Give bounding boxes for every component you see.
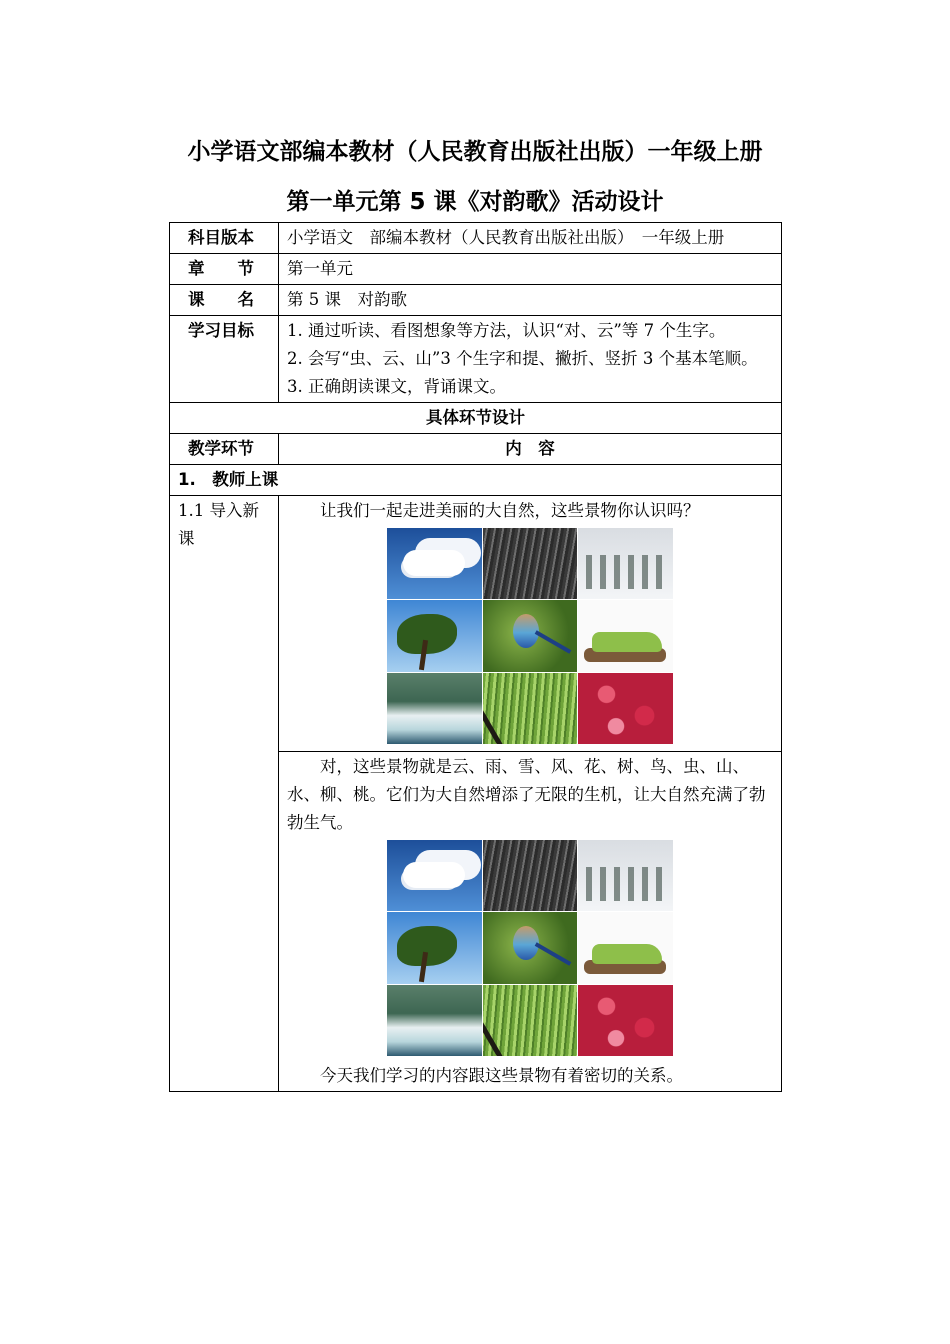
chapter-label-char1: 章 [188, 259, 205, 278]
lesson-value: 第 5 课 对韵歌 [279, 285, 782, 316]
column-header-row [170, 434, 782, 465]
chapter-label [170, 254, 279, 285]
peach-blossom-image [578, 985, 673, 1056]
bird-image [483, 912, 578, 983]
col-step-header: 教学环节 [170, 434, 279, 465]
wind-tree-image [387, 912, 482, 983]
caterpillar-image [578, 600, 673, 671]
goal-item: 1. 通过听读、看图想象等方法，认识“对、云”等 7 个生字。 [287, 321, 726, 340]
step-row [170, 496, 782, 752]
waterfall-image [387, 673, 482, 744]
chapter-value: 第一单元 [279, 254, 782, 285]
design-heading-row [170, 403, 782, 434]
rain-image [483, 840, 578, 911]
bird-image [483, 600, 578, 671]
step-content-part1 [279, 496, 782, 752]
waterfall-image [387, 985, 482, 1056]
step-content-part2 [279, 752, 782, 1092]
design-heading: 具体环节设计 [170, 403, 782, 434]
chapter-label-char2: 节 [237, 259, 254, 278]
rain-image [483, 528, 578, 599]
chapter-row [170, 254, 782, 285]
intro-text: 让我们一起走进美丽的大自然，这些景物你认识吗？ [320, 501, 700, 520]
caterpillar-image [578, 912, 673, 983]
document-title-line2: 第一单元第 5 课《对韵歌》活动设计 [286, 189, 664, 215]
nature-description: 对，这些景物就是云、雨、雪、风、花、树、鸟、虫、山、水、柳、桃。它们为大自然增添了无限的生机，让大自然充满了勃勃生气。 [287, 757, 766, 832]
closing-text: 今天我们学习的内容跟这些景物有着密切的关系。 [320, 1066, 683, 1085]
subject-label: 科目版本 [170, 223, 279, 254]
step-label: 1.1 导入新课 [170, 496, 279, 1092]
section-title: 1. 教师上课 [170, 465, 782, 496]
goal-item: 3. 正确朗读课文，背诵课文。 [287, 377, 506, 396]
goal-item: 2. 会写“虫、云、山”3 个生字和提、撇折、竖折 3 个基本笔顺。 [287, 349, 758, 368]
willow-image [483, 985, 578, 1056]
cloud-image [387, 840, 482, 911]
goals-label: 学习目标 [170, 316, 279, 403]
nature-image-grid [387, 528, 673, 744]
document-title-line1: 小学语文部编本教材（人民教育出版社出版）一年级上册 [187, 139, 763, 165]
cloud-image [387, 528, 482, 599]
subject-value: 小学语文 部编本教材（人民教育出版社出版） 一年级上册 [279, 223, 782, 254]
goals-row [170, 316, 782, 403]
nature-image-grid-repeat [387, 840, 673, 1056]
willow-image [483, 673, 578, 744]
lesson-label-char2: 名 [237, 290, 254, 309]
goals-list [279, 316, 782, 403]
peach-blossom-image [578, 673, 673, 744]
snow-image [578, 528, 673, 599]
lesson-label-char1: 课 [188, 290, 205, 309]
wind-tree-image [387, 600, 482, 671]
subject-row [170, 223, 782, 254]
col-content-header: 内 容 [279, 434, 782, 465]
activity-design-table [169, 222, 782, 1092]
snow-image [578, 840, 673, 911]
lesson-label [170, 285, 279, 316]
section-row [170, 465, 782, 496]
lesson-row [170, 285, 782, 316]
